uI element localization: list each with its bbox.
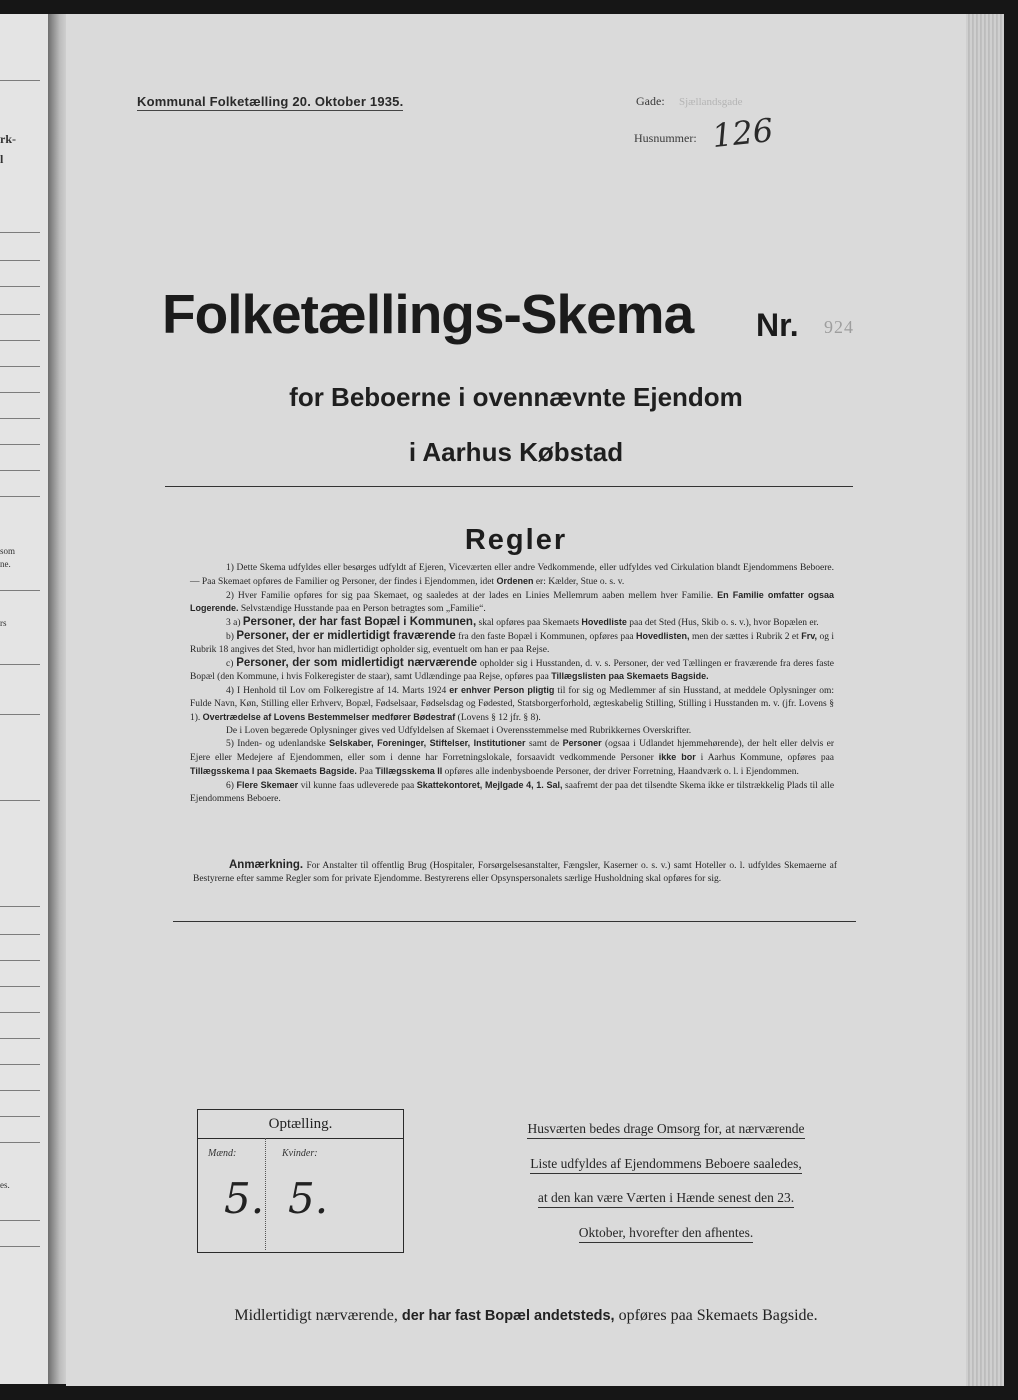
form-subtitle: for Beboerne i ovennævnte Ejendom xyxy=(289,382,743,412)
rule-line xyxy=(0,496,40,497)
rule-line xyxy=(0,444,40,445)
rule-line xyxy=(0,664,40,665)
page-fragment: rs xyxy=(0,618,7,628)
rule-line xyxy=(0,418,40,419)
rule-line xyxy=(0,340,40,341)
rule-line xyxy=(0,1142,40,1143)
rule-line xyxy=(0,986,40,987)
rule-3b: b) Personer, der er midlertidigt fraværende fra den faste Bopæl i Kommunen, opføres paa Hovedlisten, men der sættes i Rubrik 2 et Frv, og i Rubrik 18 angives det Sted, hvor han midlertidigt opholder sig, eventuelt om han er paa Rejse. xyxy=(190,629,835,655)
page-stack-edge xyxy=(966,14,1004,1386)
women-label: Kvinder: xyxy=(282,1148,318,1159)
landlord-notice xyxy=(496,1112,836,1250)
form-number-label: Nr. xyxy=(756,307,799,343)
rule-line xyxy=(0,960,40,961)
house-number-value: 126 xyxy=(710,110,775,156)
rule-line xyxy=(0,590,40,591)
men-label: Mænd: xyxy=(208,1148,237,1159)
rule-line xyxy=(0,1038,40,1039)
form-subtitle-city: i Aarhus Købstad xyxy=(408,437,624,467)
rule-5: 5) Inden- og udenlandske Selskaber, Foreninger, Stiftelser, Institutioner samt de Personer (ogsaa i Udlandet hjemmehørende), der helt eller delvis er Ejere eller Medejere af Ejendommen, eller som i denne har Forretningslokale, forsaavidt vedkommende Personer ikke bor i Aarhus Kommune, opføres paa Tillægsskema I paa Skemaets Bagside. Paa Tillægsskema II opføres alle indenbysboende Personer, der driver Forretning, Haandværk o. l. i Ejendommen. xyxy=(190,738,835,777)
rule-line xyxy=(0,1012,40,1013)
rule-line xyxy=(0,1246,40,1247)
street-value: Sjællandsgade xyxy=(679,96,743,108)
rule-line xyxy=(0,286,40,287)
page-fragment: l xyxy=(0,152,4,166)
census-form-page xyxy=(66,14,966,1386)
rule-line xyxy=(0,1090,40,1091)
note-text: For Anstalter til offentlig Brug (Hospitaler, Forsørgelsesanstalter, Fængsler, Kaserner o. s. v.) samt Hoteller o. l. udfyldes Skemaerne af Bestyrerne efter samme Regler som for private Ejendomme. Bestyrerens eller Opsynspersonalets særlige Husholdning skal opføres for sig. xyxy=(193,861,838,884)
rule-line xyxy=(0,1116,40,1117)
rule-line xyxy=(0,470,40,471)
rule-line xyxy=(0,392,40,393)
count-title: Optælling. xyxy=(268,1116,333,1132)
count-column-divider xyxy=(265,1138,266,1250)
rule-line xyxy=(0,906,40,907)
divider xyxy=(165,486,853,487)
book-gutter xyxy=(48,14,68,1384)
rule-line xyxy=(0,1064,40,1065)
count-box xyxy=(197,1109,404,1253)
notice-line: Liste udfyldes af Ejendommens Beboere saaledes, xyxy=(530,1155,801,1174)
rule-3c: c) Personer, der som midlertidigt nærværende opholder sig i Husstanden, d. v. s. Personer, der ved Tællingen er fraværende fra deres faste Bopæl (den Kommune, i hvis Folkeregister de staar), samt Udlændinge paa Rejse, opføres paa Tillægslisten paa Skemaets Bagside. xyxy=(190,656,835,683)
census-header: Kommunal Folketælling 20. Oktober 1935. xyxy=(137,94,404,109)
notice-line: at den kan være Værten i Hænde senest den 23. xyxy=(538,1189,794,1208)
rule-line xyxy=(0,800,40,801)
rule-line xyxy=(0,714,40,715)
rule-line xyxy=(0,366,40,367)
footer-note: Midlertidigt nærværende, der har fast Bopæl andetsteds, opføres paa Skemaets Bagside. xyxy=(234,1307,818,1324)
page-fragment: es. xyxy=(0,1180,10,1190)
previous-page-edge xyxy=(0,14,51,1384)
rule-1: 1) Dette Skema udfyldes eller besørges udfyldt af Ejeren, Viceværten eller andre Vedkommende, eller udfyldes ved Cirkulation blandt Ejendommens Beboere. — Paa Skemaet opføres de Familier og Personer, der findes i Ejendommen, idet Ordenen er: Kælder, Stue o. s. v. xyxy=(190,563,834,587)
rule-line xyxy=(0,1220,40,1221)
form-number-stamp: 924 xyxy=(824,317,854,337)
note-heading: Anmærkning. xyxy=(229,859,304,871)
rule-2: 2) Hver Familie opføres for sig paa Skemaet, og saaledes at der lades en Linies Mellemrum aaben mellem hver Familie. En Familie omfatter ogsaa Logerende. Selvstændige Husstande paa en Person betragtes som „Familie“. xyxy=(190,589,835,615)
notice-line: Husværten bedes drage Omsorg for, at nærværende xyxy=(527,1120,804,1139)
count-divider xyxy=(198,1138,403,1139)
note-section xyxy=(193,859,837,886)
divider xyxy=(173,921,856,922)
rule-3a: 3 a) Personer, der har fast Bopæl i Kommunen, skal opføres paa Skemaets Hovedliste paa det Sted (Hus, Skib o. s. v.), hvor Bopælen er. xyxy=(226,616,819,629)
house-number-label: Husnummer: xyxy=(634,131,697,145)
rule-4b: De i Loven begærede Oplysninger gives ved Udfyldelsen af Skemaet i Overensstemmelse med Rubrikkernes Overskrifter. xyxy=(226,725,692,736)
rule-line xyxy=(0,314,40,315)
women-count: 5. xyxy=(288,1174,329,1223)
rule-line xyxy=(0,232,40,233)
rules-heading: Regler xyxy=(464,524,568,556)
rule-line xyxy=(0,80,40,81)
page-fragment: rk- xyxy=(0,132,16,146)
page-fragment: ne. xyxy=(0,559,11,569)
form-title: Folketællings-Skema xyxy=(162,283,694,345)
rule-line xyxy=(0,934,40,935)
rule-4: 4) I Henhold til Lov om Folkeregistre af 14. Marts 1924 er enhver Person pligtig til for sig og Medlemmer af sin Husstand, at meddele Oplysninger om: Fulde Navn, Køn, Stilling eller Erhverv, Bopæl, Fødselsaar, Fødselsdag og Fødested, Statsborgerforhold, ægteskabelig Stilling, Stilling i Husstanden m. v. (jfr. Lovens § 1). Overtrædelse af Lovens Bestemmelser medfører Bødestraf (Lovens § 12 jfr. § 8). xyxy=(190,685,835,723)
rules-text xyxy=(190,562,834,805)
rule-line xyxy=(0,260,40,261)
notice-line: Oktober, hvorefter den afhentes. xyxy=(579,1224,754,1243)
rule-6: 6) Flere Skemaer vil kunne faas udleverede paa Skattekontoret, Mejlgade 4, 1. Sal, saafremt der paa det tilsendte Skema ikke er tilstrækkelig Plads til alle Ejendommens Beboere. xyxy=(190,779,835,804)
page-fragment: som xyxy=(0,546,16,556)
street-label: Gade: xyxy=(636,94,665,108)
men-count: 5. xyxy=(224,1174,265,1223)
